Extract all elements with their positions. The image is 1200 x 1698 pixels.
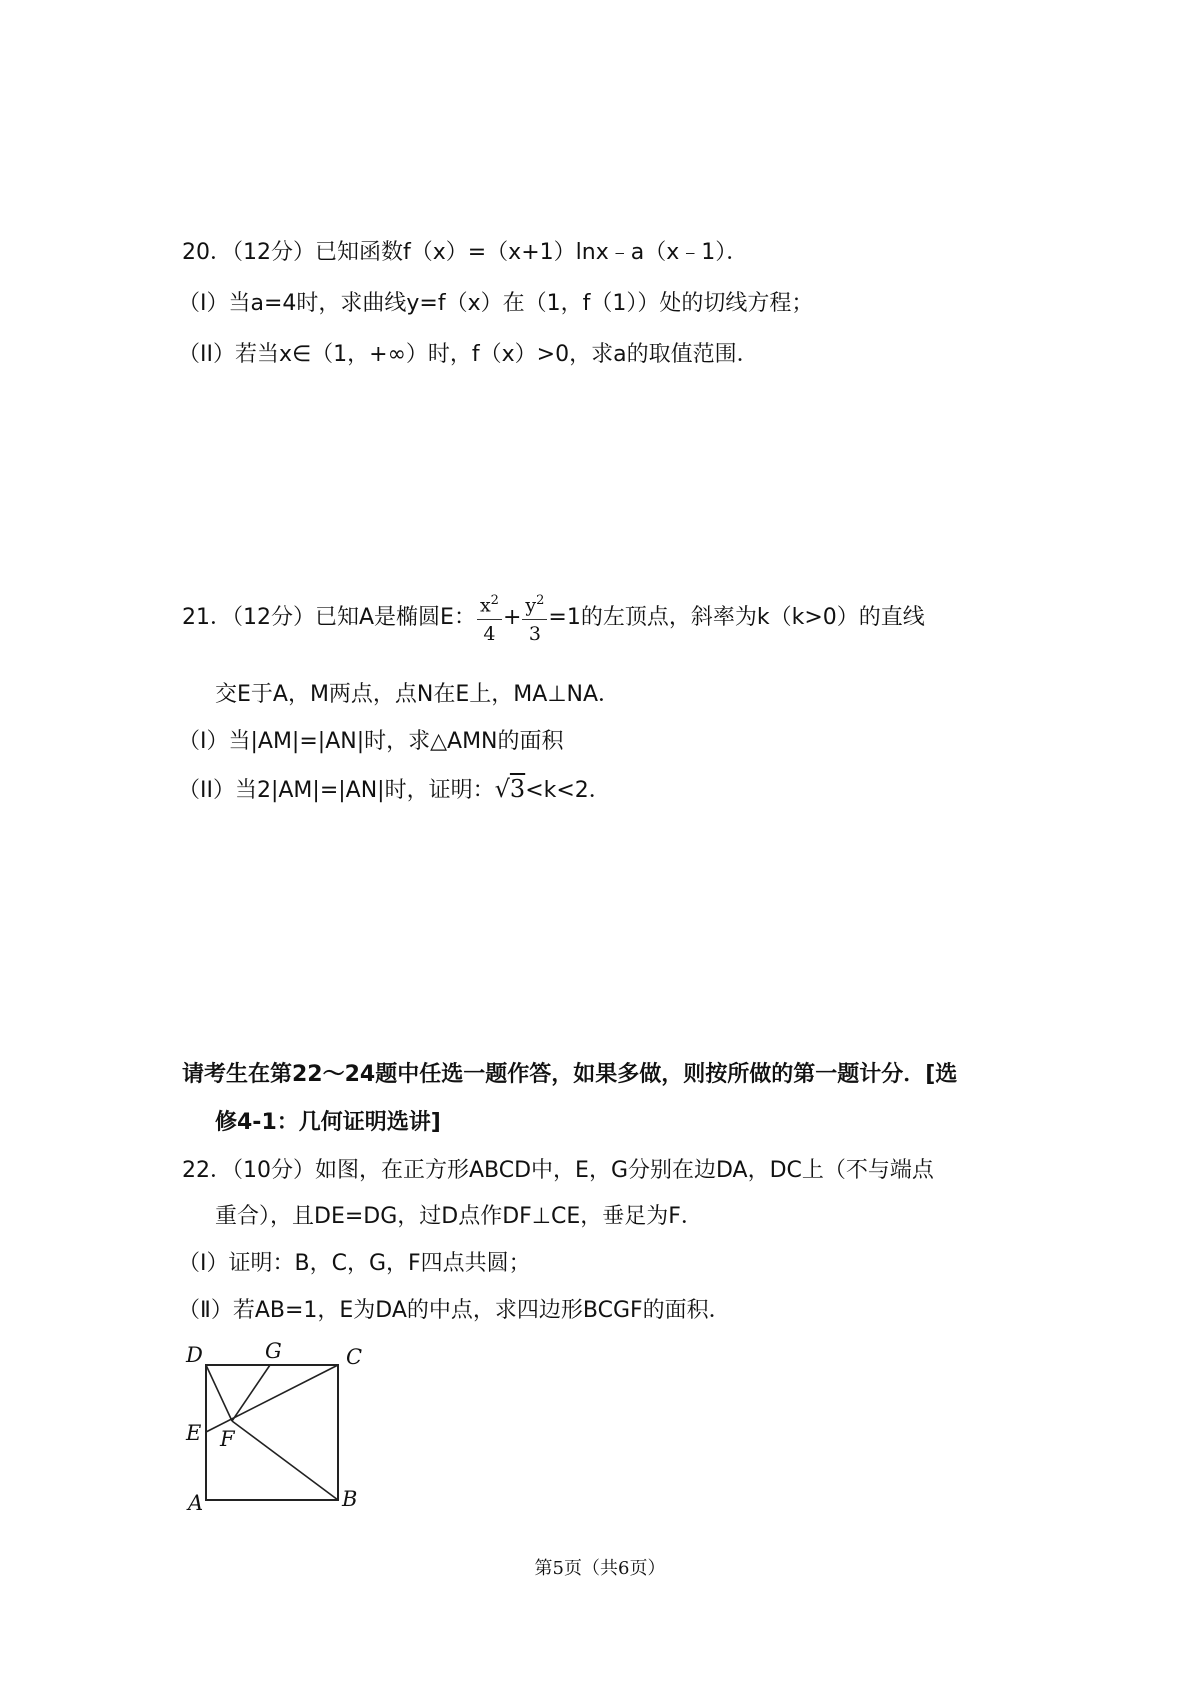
square-geometry-figure xyxy=(180,1340,380,1510)
label-g: G xyxy=(265,1340,282,1363)
label-b: B xyxy=(342,1487,358,1510)
q21-part2: （II）当2|AM|=|AN|时，证明：√3<k<2． xyxy=(178,775,611,803)
segment-ec xyxy=(206,1365,338,1432)
q20-part1: （I）当a=4时，求曲线y=f（x）在（1，f（1））处的切线方程； xyxy=(178,291,814,316)
q21-prefix: 21．（12分）已知A是椭圆E： xyxy=(182,605,476,630)
sqrt-three: √3 xyxy=(494,775,526,803)
section-heading-line1: 请考生在第22～24题中任选一题作答，如果多做，则按所做的第一题计分．[选 xyxy=(182,1062,958,1087)
q22-part2: （Ⅱ）若AB=1，E为DA的中点，求四边形BCGF的面积． xyxy=(178,1298,731,1323)
label-a: A xyxy=(188,1491,204,1510)
segment-fb xyxy=(232,1421,338,1500)
label-f: F xyxy=(220,1427,235,1451)
ellipse-frac-x: $\frac{x^2}{4}$ xyxy=(477,588,502,647)
q21-title xyxy=(182,588,925,648)
q21-suffix: =1的左顶点，斜率为k（k>0）的直线 xyxy=(548,605,925,630)
segment-gf xyxy=(232,1365,270,1421)
q22-title: 22．（10分）如图，在正方形ABCD中，E，G分别在边DA，DC上（不与端点 xyxy=(182,1158,934,1183)
q21-part1: （I）当|AM|=|AN|时，求△AMN的面积 xyxy=(178,729,564,754)
section-heading-line2: 修4-1：几何证明选讲] xyxy=(215,1110,441,1135)
label-c: C xyxy=(346,1345,363,1369)
q22-line2: 重合），且DE=DG，过D点作DF⊥CE，垂足为F． xyxy=(215,1204,703,1229)
ellipse-frac-y: $\frac{y^2}{3}$ xyxy=(522,588,547,647)
q20-part2: （II）若当x∈（1，+∞）时，f（x）>0，求a的取值范围． xyxy=(178,342,759,367)
segment-df xyxy=(206,1365,232,1421)
q22-part1: （Ⅰ）证明：B，C，G，F四点共圆； xyxy=(178,1251,531,1276)
label-e: E xyxy=(186,1421,202,1445)
q21-line2: 交E于A，M两点，点N在E上，MA⊥NA． xyxy=(215,682,620,707)
plus-sign: + xyxy=(502,605,522,630)
label-d: D xyxy=(186,1343,203,1367)
page-footer: 第5页（共6页） xyxy=(534,1558,666,1579)
q20-title: 20．（12分）已知函数f（x）=（x+1）lnx﹣a（x﹣1）． xyxy=(182,240,749,265)
